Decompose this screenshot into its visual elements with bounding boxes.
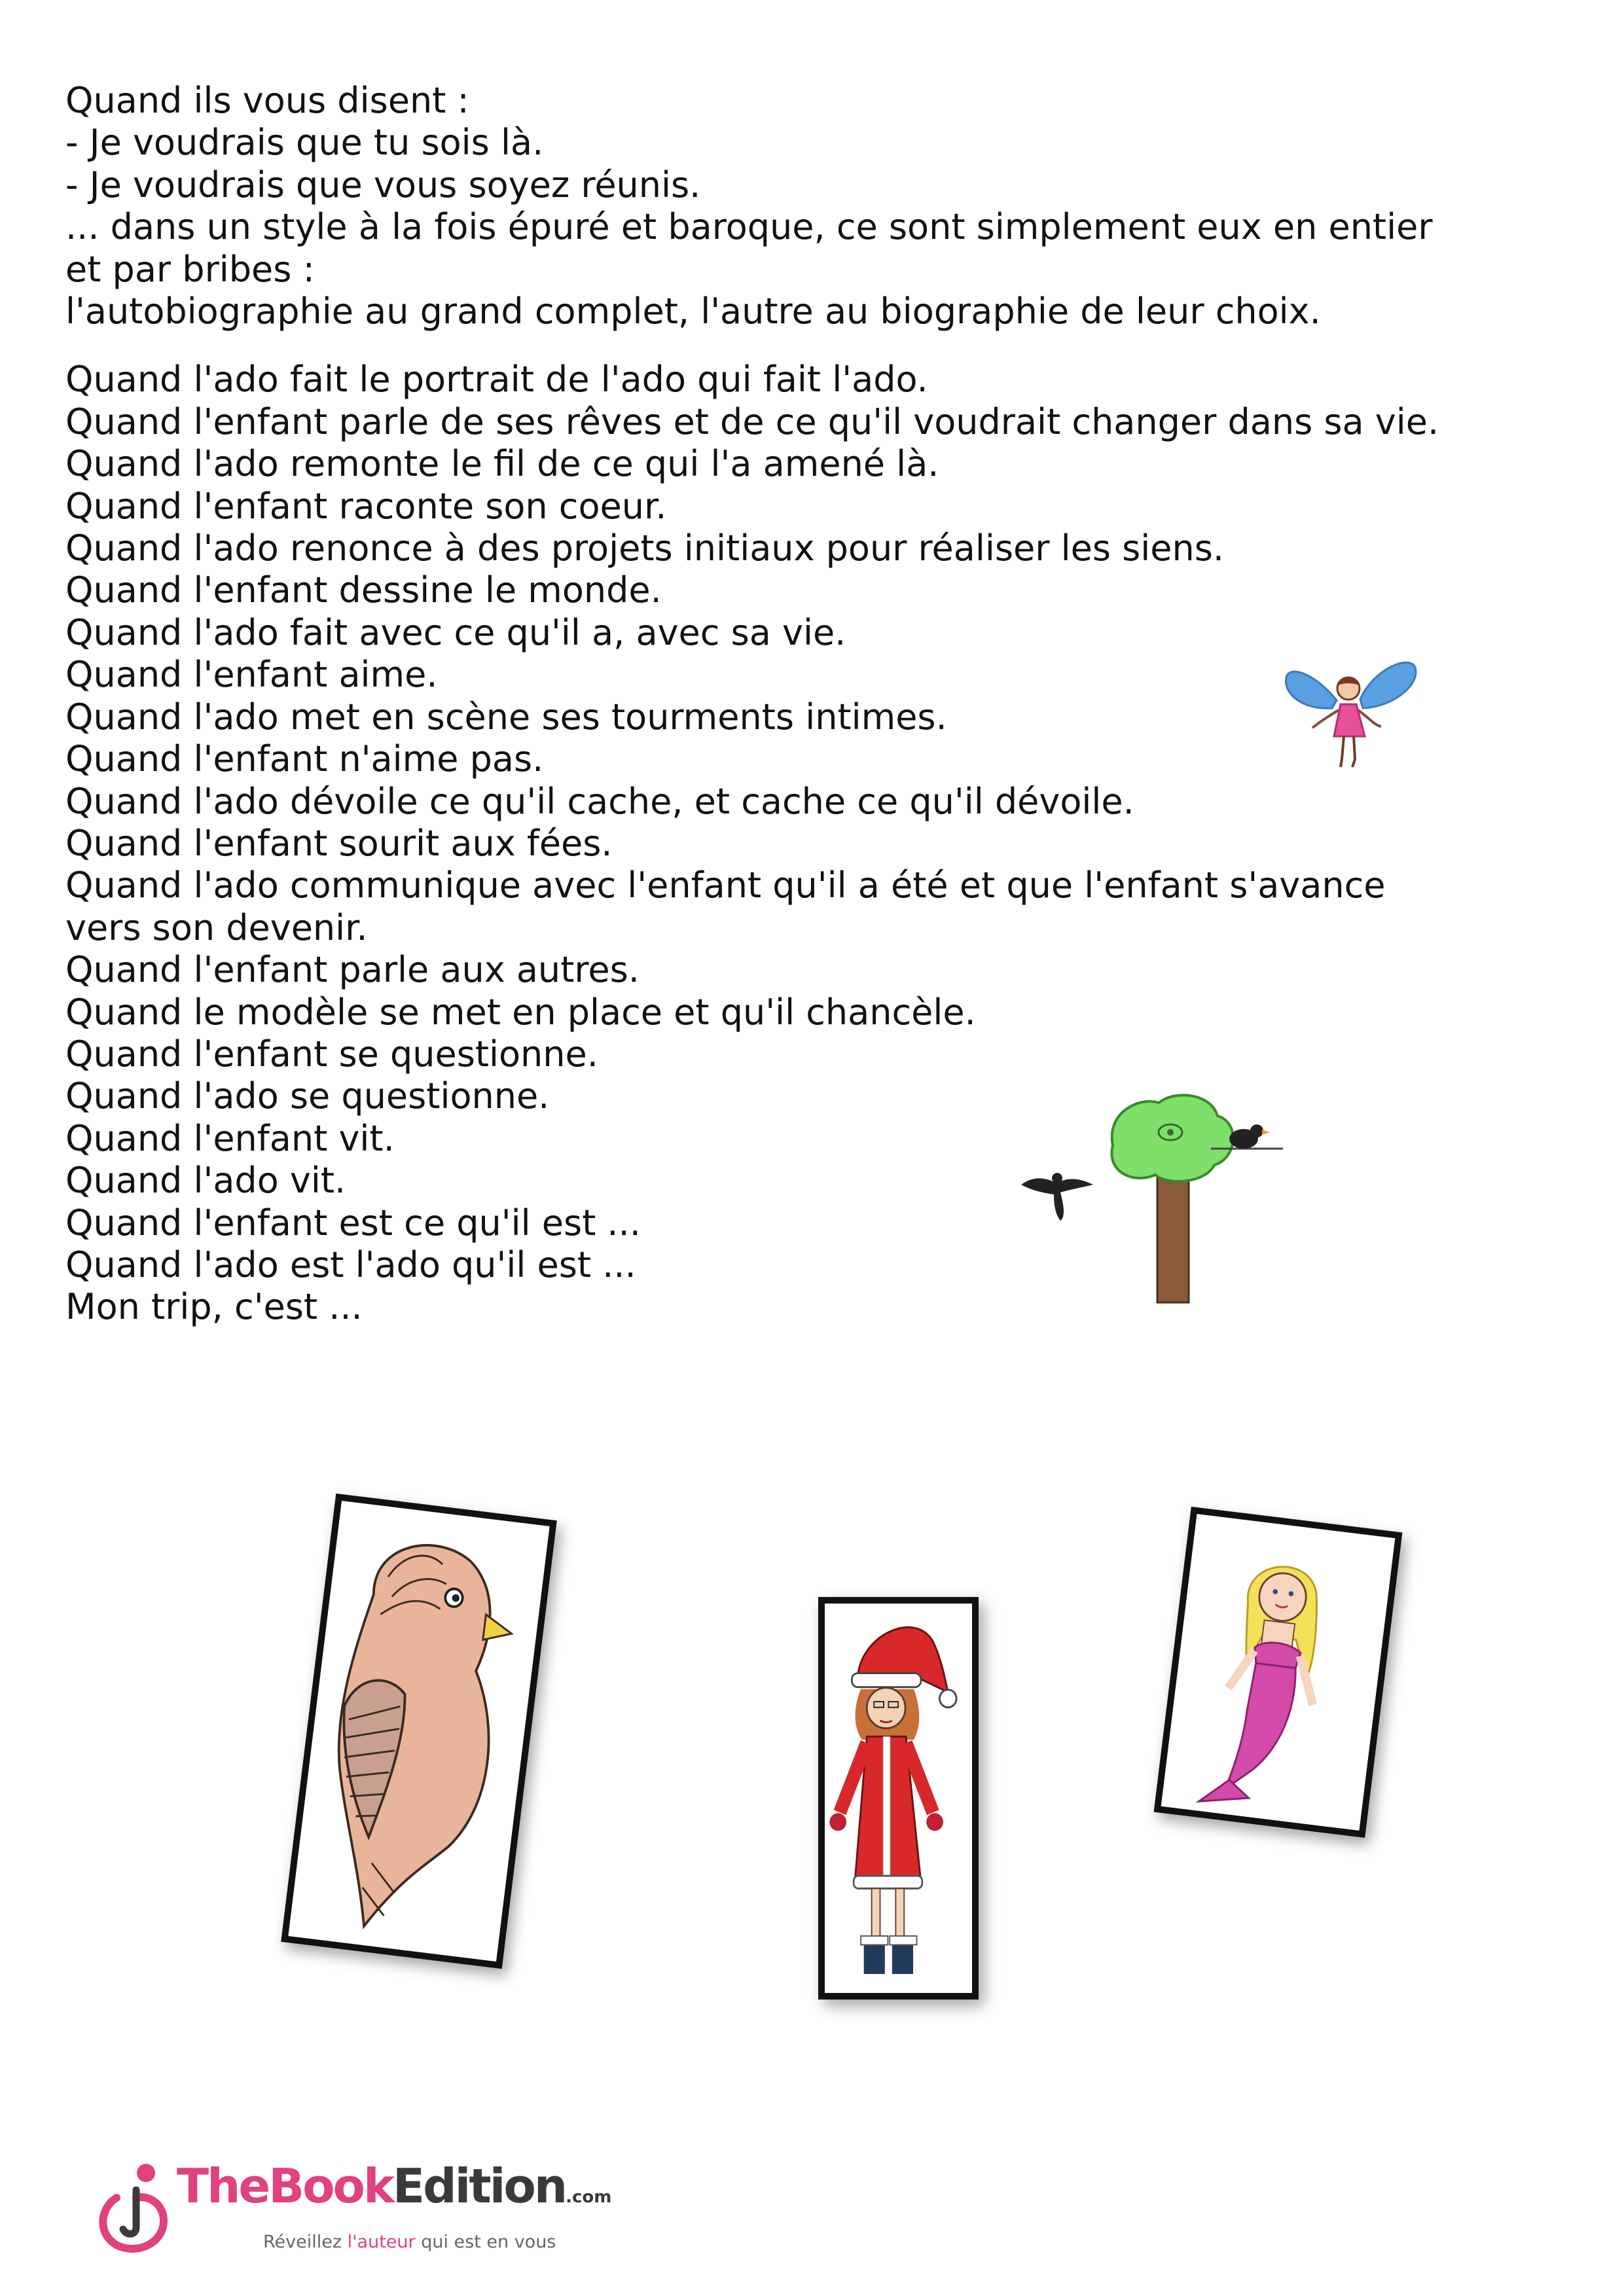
text-line: Quand l'enfant sourit aux fées. xyxy=(65,822,613,864)
mermaid-card xyxy=(1154,1507,1403,1838)
text-line: Mon trip, c'est ... xyxy=(65,1286,363,1328)
tagline-after: qui est en vous xyxy=(415,2232,556,2252)
tagline-before: Réveillez xyxy=(263,2232,348,2252)
santa-drawing xyxy=(825,1604,972,1993)
tree-birds-drawing xyxy=(995,1086,1290,1309)
text-line: Quand l'enfant parle aux autres. xyxy=(65,949,640,991)
brand-tagline xyxy=(263,2232,556,2252)
text-line: Quand l'enfant se questionne. xyxy=(65,1033,598,1075)
text-line: Quand l'enfant aime. xyxy=(65,654,438,696)
intro-paragraph xyxy=(65,80,1538,332)
brand-the: The xyxy=(177,2159,269,2214)
text-line: et par bribes : xyxy=(65,248,315,290)
brand-book: Book xyxy=(268,2159,393,2214)
tagline-highlight: l'auteur xyxy=(347,2232,416,2252)
bird-drawing xyxy=(288,1501,549,1962)
text-line: Quand l'ado remonte le fil de ce qui l'a amené là. xyxy=(65,443,939,485)
text-line: Quand l'enfant est ce qu'il est ... xyxy=(65,1202,641,1244)
text-line: Quand l'ado vit. xyxy=(65,1160,346,1202)
brand-dotcom: .com xyxy=(566,2187,612,2207)
text-line: Quand l'enfant parle de ses rêves et de ce qu'il voudrait changer dans sa vie. xyxy=(65,401,1439,442)
text-line: vers son devenir. xyxy=(65,906,368,948)
text-line: Quand ils vous disent : xyxy=(65,80,469,121)
santa-card xyxy=(818,1597,979,2000)
text-line: Quand l'ado fait le portrait de l'ado qui fait l'ado. xyxy=(65,359,928,401)
text-line: Quand le modèle se met en place et qu'il chancèle. xyxy=(65,991,976,1033)
text-line: Quand l'enfant n'aime pas. xyxy=(65,738,544,780)
logo-mark-icon xyxy=(90,2159,175,2257)
brand-edition: Edition xyxy=(392,2159,566,2214)
thebookedition-logo xyxy=(90,2159,627,2257)
quand-paragraph xyxy=(65,359,1538,1328)
text-line: Quand l'enfant dessine le monde. xyxy=(65,569,662,611)
text-line: Quand l'ado renonce à des projets initiaux pour réaliser les siens. xyxy=(65,528,1225,569)
text-line: Quand l'ado met en scène ses tourments intimes. xyxy=(65,696,947,738)
text-line: Quand l'ado communique avec l'enfant qu'il a été et que l'enfant s'avance xyxy=(65,865,1386,906)
text-line: ... dans un style à la fois épuré et baroque, ce sont simplement eux en entier xyxy=(65,206,1433,248)
text-line: - Je voudrais que tu sois là. xyxy=(65,122,544,164)
text-line: Quand l'ado se questionne. xyxy=(65,1075,550,1117)
text-line: - Je voudrais que vous soyez réunis. xyxy=(65,164,701,206)
bird-card xyxy=(281,1494,557,1969)
text-line: Quand l'enfant raconte son coeur. xyxy=(65,485,667,527)
text-line: Quand l'enfant vit. xyxy=(65,1117,395,1159)
text-line: Quand l'ado dévoile ce qu'il cache, et cache ce qu'il dévoile. xyxy=(65,780,1134,822)
brand-name xyxy=(177,2159,611,2214)
text-line: Quand l'ado est l'ado qu'il est ... xyxy=(65,1244,636,1285)
fairy-drawing xyxy=(1276,648,1427,779)
mermaid-drawing xyxy=(1161,1514,1396,1831)
text-line: l'autobiographie au grand complet, l'autre au biographie de leur choix. xyxy=(65,291,1321,332)
text-line: Quand l'ado fait avec ce qu'il a, avec sa vie. xyxy=(65,611,846,653)
